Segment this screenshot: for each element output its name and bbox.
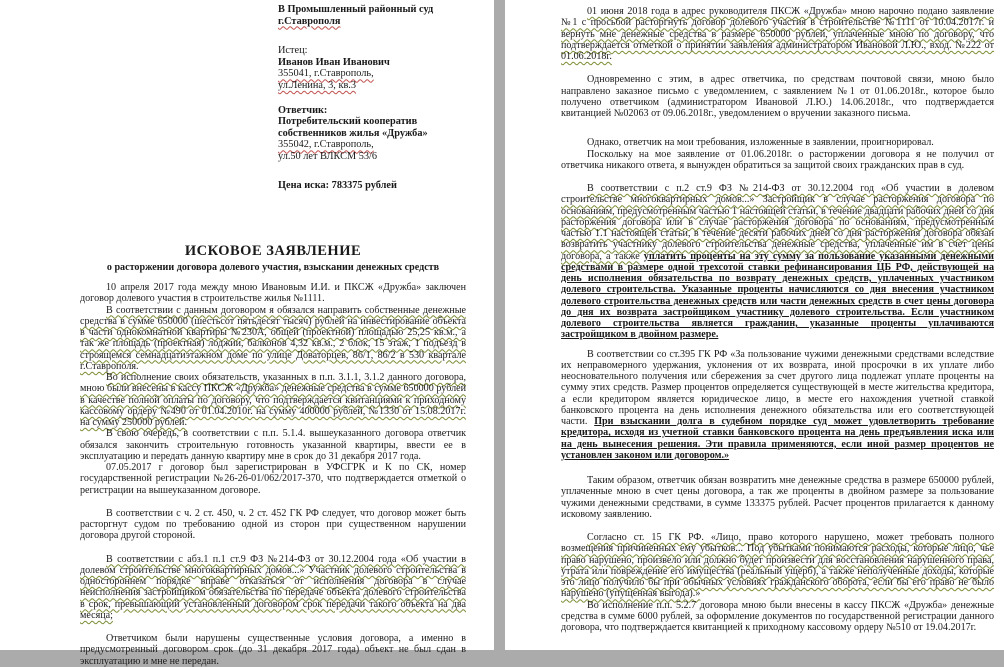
defendant-label: Ответчик: (278, 104, 328, 116)
paragraph: 10 апреля 2017 года между мною Ивановым И.И. и ПКСЖ «Дружба» заключен договор долевого участия в строительстве жилья №1111. (80, 282, 466, 305)
document-title: ИСКОВОЕ ЗАЯВЛЕНИЕ (184, 243, 362, 259)
paragraph: В соответствии с п.2 ст.9 ФЗ №214-ФЗ от 30.12.2004 год «Об участии в долевом строительстве многоквартирных домов...» Застройщик в случае расторжения договора по основаниям, предусмотренным частью 1 настоящей статьи, в течение двадцати рабочих дней со дня расторжения договора или в случае расторжения договора по основаниям, предусмотренным частью 1.1 настоящей статьи, в течение десяти рабочих дней со дня расторжения договора обязан возвратить участнику долевого строительства денежные средства, уплаченные им в счет цены договора, а также (561, 183, 994, 262)
left-body (80, 282, 466, 667)
paragraph: Одновременно с этим, в адрес ответчика, по средствам почтовой связи, мною было направлено заказное письмо с уведомлением, с заявлением №1 от 01.06.2018г., которое было получено ответчиком (администратором Ивановой Л.Ю.) 14.06.2018г., что подтверждается квитанцией №02063 от 09.06.2018г., уведомлением о вручении заказного письма. (561, 74, 994, 119)
paragraph: Однако, ответчик на мои требования, изложенные в заявлении, проигнорировал. (587, 137, 934, 149)
paragraph: Ответчиком были нарушены существенные условия договора, а именно в предусмотренный договором срок (до 31 декабря 2017 года) объект не был сдан в эксплуатацию и мне не передан. (80, 633, 466, 667)
defendant-address-2: ул.50 лет ВЛКСМ 53/6 (278, 150, 378, 162)
paragraph: Согласно ст. 15 ГК РФ. «Лицо, право которого нарушено, может требовать полного возмещения причиненных ему убытков... Под убытками понимаются расходы, которые лицо, чье право нарушено, произвело или должно будет произвести для восстановления нарушенного права, утрата или повреждение его имущества (реальный ущерб), а также неполученные доходы, которые это лицо получило бы при обычных условиях гражданского оборота, если бы его право не было нарушено (упущенная выгода).» (561, 532, 994, 600)
paragraph: Во исполнение п.п. 5.2.7 договора мною были внесены в кассу ПКСЖ «Дружба» денежные средства в сумме 6000 рублей, за оформление документов по государственной регистрации данного договора, что подтверждается квитанцией к приходному кассовому ордеру №510 от 19.04.2017г. (561, 599, 994, 633)
plaintiff-address-2: ул.Ленина, 3, кв.3 (278, 79, 357, 91)
defendant-name-2: собственников жилья «Дружба» (278, 127, 428, 139)
paragraph: 01 июня 2018 года в адрес руководителя ПКСЖ «Дружба» мною нарочно подано заявление №1 с просьбой расторгнуть договор долевого участия в строительстве №1111 от 10.04.2017г. и вернуть мне денежные средства в размере 650000 рублей, уплаченные мною по договору, что подтверждается отметкой о принятии заявления администратором Ивановой Л.Ю., вход. №222 от 01.06.2018г. (561, 6, 994, 62)
paragraph: Во исполнение своих обязательств, указанных в п.п. 3.1.1, 3.1.2 данного договора, мною были внесены в кассу ПКСЖ «Дружба» денежные средства в сумме 650000 рублей в качестве полной оплаты по договору, что подтверждается квитанциями к приходному кассовому ордеру №490 от 01.04.2010г. на сумму 400000 рублей, №1330 от 15.08.2017г. на сумму 250000 рублей. (80, 372, 466, 428)
paragraph: 07.05.2017 г договор был зарегистрирован в УФСГРК и К по СК, номер государственной регистрации №26-26-01/062/2017-370, что подтверждается отметкой о регистрации на вышеуказанном договоре. (80, 462, 466, 496)
document-page-2 (505, 0, 1004, 650)
document-subtitle: о расторжении договора долевого участия, взыскании денежных средств (106, 262, 440, 273)
paragraph: В соответствии с абз.1 п.1 ст.9 ФЗ №214-ФЗ от 30.12.2004 года «Об участии в долевом строительстве многоквартирных домов...» Участник долевого строительства в одностороннем порядке вправе отказаться от исполнения договора в случае неисполнения застройщиком обязательства по передаче объекта долевого строительства в срок, превышающий установленный договором срок передачи такого объекта на два месяца; (80, 553, 466, 621)
paragraph: В соответствии с ч. 2 ст. 450, ч. 2 ст. 452 ГК РФ следует, что договор может быть расторгнут судом по требованию одной из сторон при существенном нарушении договора другой стороной. (80, 507, 466, 542)
plaintiff-name: Иванов Иван Иванович (278, 56, 390, 68)
plaintiff-address-1: 355041, г.Ставрополь, (278, 68, 374, 80)
paragraph: В соответствии со ст.395 ГК РФ «За пользование чужими денежными средствами вследствие их неправомерного удержания, уклонения от их возврата, иной просрочки в их уплате либо неосновательного получения или сбережения за счет другого лица подлежат уплате проценты на сумму этих средств. Размер процентов определяется существующей в месте жительства кредитора, а если кредитором является юридическое лицо, в месте его нахождения учетной ставкой банковского процента на день исполнения денежного обязательства или его соответствующей части. (561, 348, 994, 427)
right-body (561, 6, 994, 633)
claim-price: Цена иска: 783375 рублей (278, 179, 397, 191)
court-line-2: г.Ставрополя (278, 15, 341, 27)
bold-underlined-text: уплатить проценты на эту сумму за пользование указанными денежными средствами в размере одной трехсотой ставки рефинансирования ЦБ РФ, действующей на день исполнения обязательства по возврату денежных средств, уплаченных участником долевого строительства. Указанные проценты начисляются со дня внесения участником долевого строительства денежных средств или части денежных средств в счет цены договора до дня их возврата застройщиком участнику долевого строительства. Если участником долевого строительства является гражданин, указанные проценты уплачиваются застройщиком в двойном размере. (561, 250, 994, 341)
bold-underlined-text: При взыскании долга в судебном порядке суд может удовлетворить требование кредитора, исходя из учетной ставки банковского процента на день предъявления иска или на день вынесения решения. Эти правила применяются, если иной размер процентов не установлен законом или договором.» (561, 416, 994, 461)
paragraph: Таким образом, ответчик обязан возвратить мне денежные средства в размере 650000 рублей, уплаченные мною в счет цены договора, а так же проценты в двойном размере за пользование чужими денежными средствами, в сумме 133375 рублей. Расчет процентов прилагается к данному исковому заявлению. (561, 475, 994, 520)
paragraph: Поскольку на мое заявление от 01.06.2018г. о расторжении договора я не получил от ответчика никакого ответа, я вынужден обратиться за защитой своих гражданских прав в суд. (561, 148, 994, 171)
court-line-1: В Промышленный районный суд (278, 4, 434, 15)
defendant-address-1: 355042, г.Ставрополь, (278, 139, 374, 151)
document-page-1 (0, 0, 494, 667)
paragraph: В соответствии с данным договором я обязался направить собственные денежные средства в сумме 650000 (шестьсот пятьдесят тысяч) рублей на инвестирование объекта в части однокомнатной квартиры №230А, общей (проектной) площадью 25,25 кв.м., а так же площадь (проектная) лоджии, балконов 4,32 кв.м., 2 блок, 15 этаж, 1 подъезд в строящемся семнадцатиэтажном доме по улице Доваторцев, 86/1, 86/2 в 530 квартале г.Ставрополя. (80, 304, 466, 372)
addressee-block (278, 4, 433, 191)
plaintiff-label: Истец: (278, 45, 308, 57)
paragraph: В свою очередь, в соответствии с п.п. 5.1.4. вышеуказанного договора ответчик обязался закончить строительную готовность указанной квартиры, ввести ее в эксплуатацию и передать данную квартиру мне в срок до 31 декабря 2017 года. (80, 428, 466, 462)
defendant-name-1: Потребительский кооператив (278, 116, 418, 128)
